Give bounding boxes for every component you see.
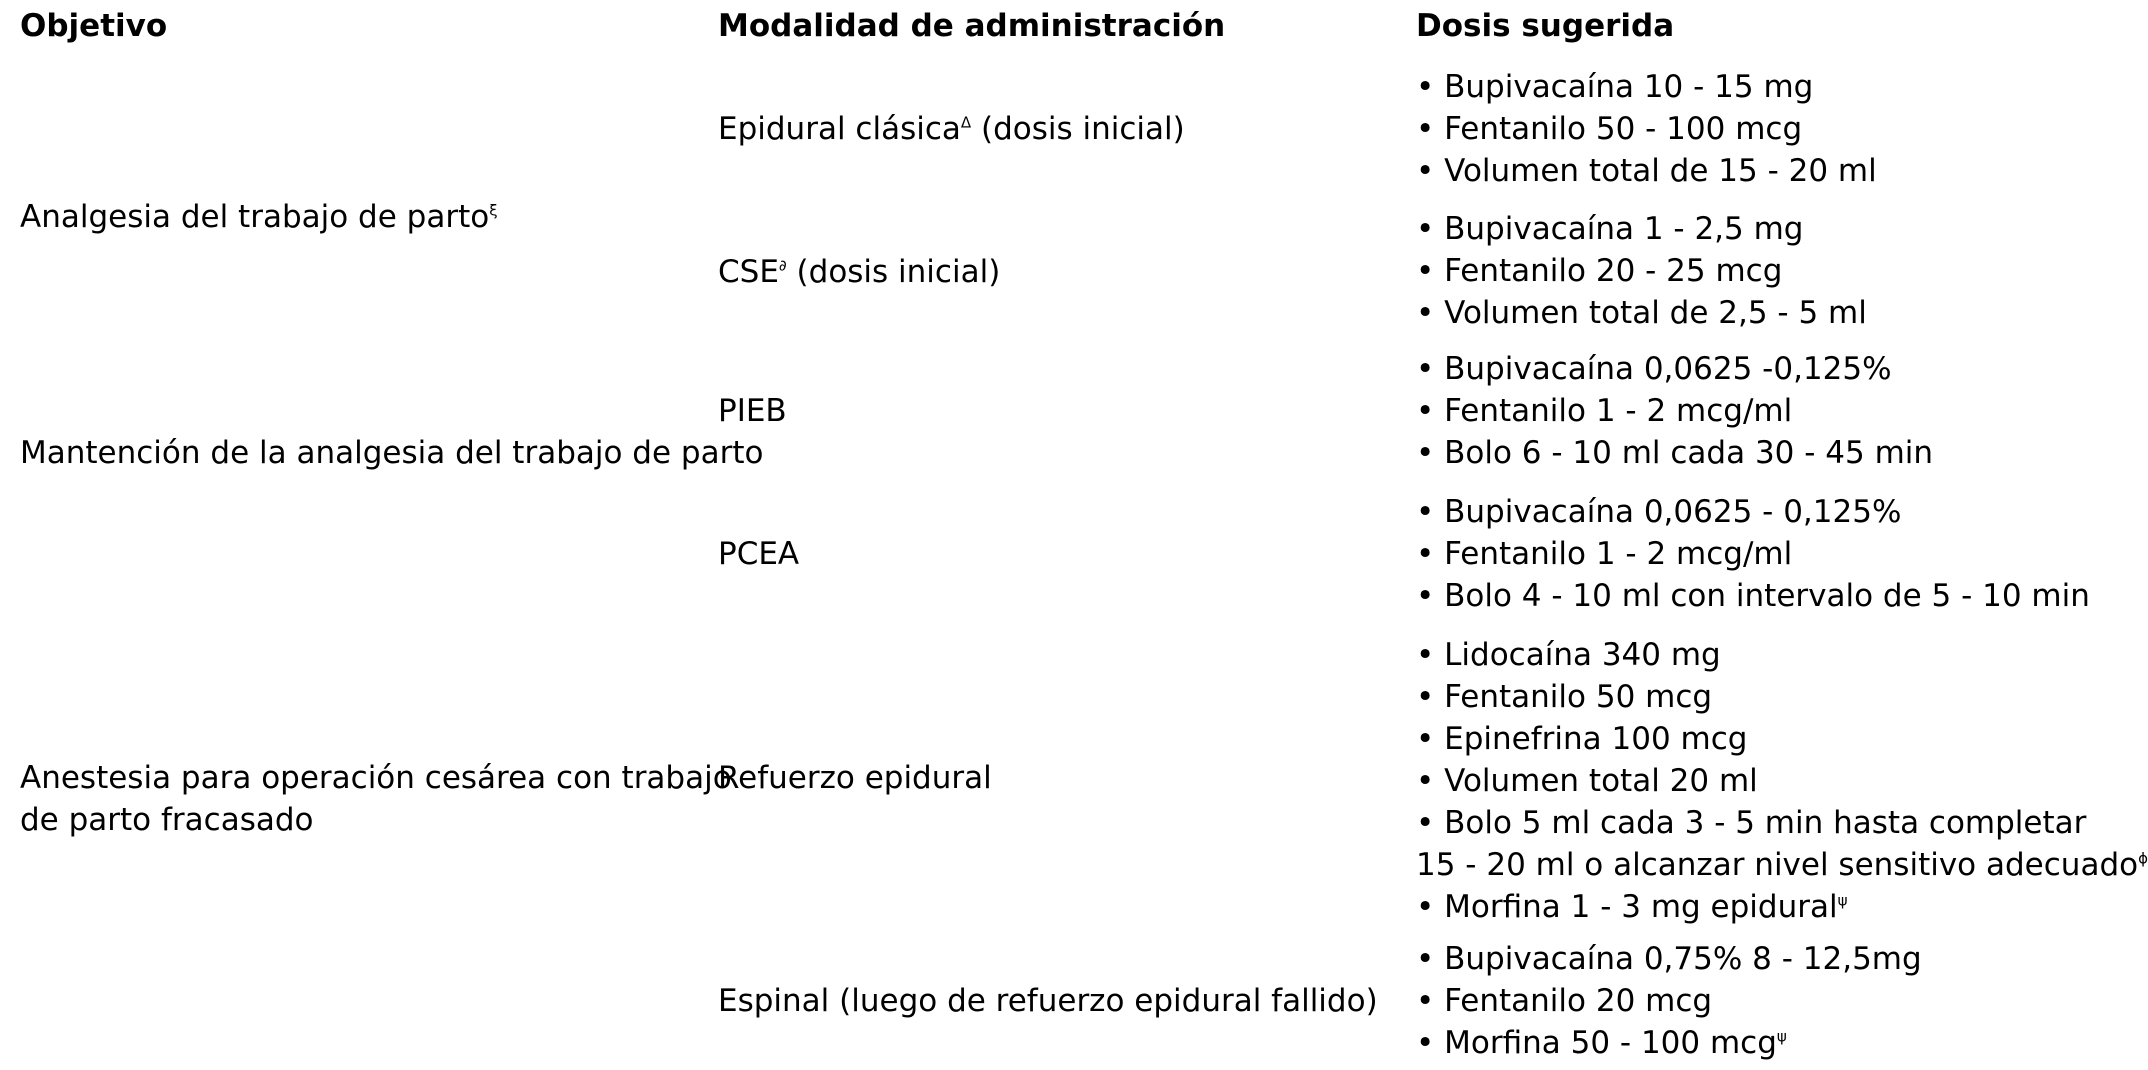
header-dosis: Dosis sugerida [1416, 8, 1675, 44]
footnote-mark: Δ [960, 113, 972, 132]
modalidad-cse [718, 251, 1000, 293]
footnote-mark: ξ [489, 201, 498, 220]
dose-line: • Fentanilo 1 - 2 mcg/ml [1416, 536, 1793, 572]
dose-line: • Bolo 6 - 10 ml cada 30 - 45 min [1416, 435, 1934, 471]
objetivo-line: de parto fracasado [20, 802, 314, 838]
modalidad-pieb [718, 390, 787, 432]
modalidad-text: PCEA [718, 536, 800, 572]
header-modalidad: Modalidad de administración [718, 8, 1226, 44]
footnote-mark: ψ [1837, 891, 1848, 910]
modalidad-espinal [718, 980, 1378, 1022]
dose-line: • Epinefrina 100 mcg [1416, 721, 1748, 757]
objetivo-text: Mantención de la analgesia del trabajo de parto [20, 435, 764, 471]
modalidad-pcea [718, 533, 799, 575]
objetivo-line: Anestesia para operación cesárea con trabajo [20, 760, 732, 796]
dose-line: • Lidocaína 340 mg [1416, 637, 1721, 673]
dose-line: • Volumen total 20 ml [1416, 763, 1758, 799]
dose-line: • Bupivacaína 0,0625 -0,125% [1416, 351, 1892, 387]
objetivo-mantencion [20, 432, 763, 474]
modalidad-suffix: (dosis inicial) [971, 111, 1185, 147]
dose-line: • Volumen total de 15 - 20 ml [1416, 153, 1877, 189]
dose-line: • Volumen total de 2,5 - 5 ml [1416, 295, 1867, 331]
dosis-pcea [1416, 491, 2090, 617]
footnote-mark: ψ [1776, 1027, 1787, 1046]
dose-line: • Bupivacaína 0,0625 - 0,125% [1416, 494, 1902, 530]
modalidad-text: CSE [718, 254, 779, 290]
dosis-espinal [1416, 938, 1922, 1064]
dose-line: • Bupivacaína 1 - 2,5 mg [1416, 211, 1804, 247]
footnote-mark: ∂ [778, 256, 787, 275]
dosis-pieb [1416, 348, 1933, 474]
dose-line-text: 15 - 20 ml o alcanzar nivel sensitivo adecuado [1416, 847, 2139, 883]
dosis-refuerzo-epidural [1416, 634, 2148, 928]
modalidad-refuerzo-epidural [718, 757, 992, 799]
modalidad-epidural-clasica [718, 108, 1185, 150]
dose-line [1416, 844, 2148, 886]
modalidad-text: Epidural clásica [718, 111, 961, 147]
objetivo-analgesia [20, 196, 498, 238]
modalidad-suffix: (dosis inicial) [786, 254, 1001, 290]
dose-line: • Fentanilo 1 - 2 mcg/ml [1416, 393, 1793, 429]
dose-line [1416, 886, 2148, 928]
footnote-mark: ϕ [2138, 849, 2148, 868]
dose-line: • Fentanilo 50 - 100 mcg [1416, 111, 1803, 147]
objetivo-cesarea [20, 757, 732, 841]
dose-line [1416, 1022, 1922, 1064]
dosis-cse [1416, 208, 1867, 334]
modalidad-text: PIEB [718, 393, 787, 429]
dose-line: • Fentanilo 20 - 25 mcg [1416, 253, 1783, 289]
dose-line: • Bolo 4 - 10 ml con intervalo de 5 - 10 min [1416, 578, 2090, 614]
dose-line-text: • Morfina 1 - 3 mg epidural [1416, 889, 1838, 925]
objetivo-text: Analgesia del trabajo de parto [20, 199, 490, 235]
dose-line: • Fentanilo 50 mcg [1416, 679, 1713, 715]
dose-line: • Bupivacaína 0,75% 8 - 12,5mg [1416, 941, 1922, 977]
dosis-epidural-clasica [1416, 66, 1877, 192]
dose-line: • Bupivacaína 10 - 15 mg [1416, 69, 1814, 105]
modalidad-text: Refuerzo epidural [718, 760, 992, 796]
dose-line-text: • Morfina 50 - 100 mcg [1416, 1025, 1777, 1061]
modalidad-text: Espinal (luego de refuerzo epidural fallido) [718, 983, 1378, 1019]
dose-line: • Fentanilo 20 mcg [1416, 983, 1713, 1019]
header-objetivo: Objetivo [20, 8, 168, 44]
dose-line: • Bolo 5 ml cada 3 - 5 min hasta completar [1416, 805, 2087, 841]
